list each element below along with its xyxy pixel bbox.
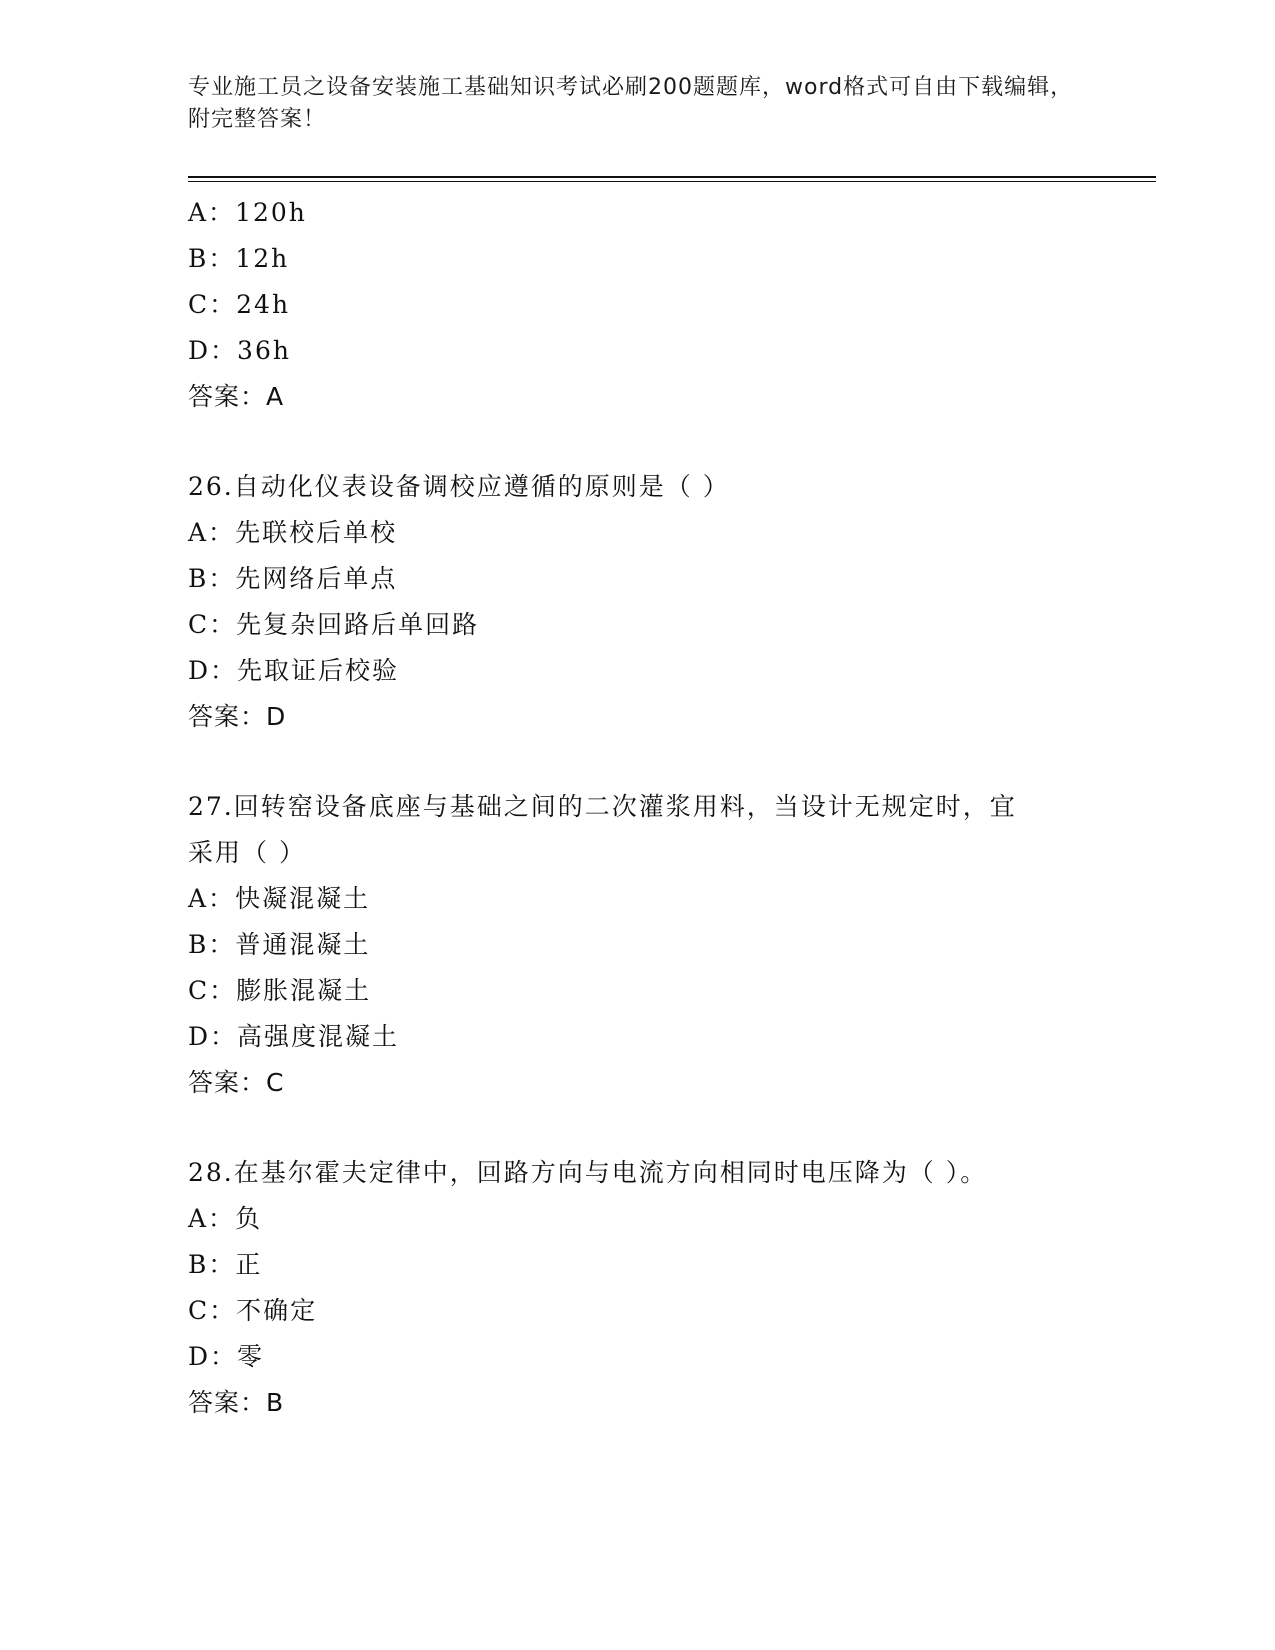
option-b: B：普通混凝土 (188, 930, 371, 959)
document-header: 专业施工员之设备安装施工基础知识考试必刷200题题库，word格式可自由下载编辑，附完整答案！ (188, 75, 1074, 132)
answer: 答案：A (188, 382, 285, 411)
option-b: B：正 (188, 1250, 263, 1279)
option-d: D：36h (188, 336, 291, 365)
option-c: C：膨胀混凝土 (188, 976, 372, 1005)
option-b: B：先网络后单点 (188, 564, 398, 593)
question-list (188, 190, 1138, 1426)
question-text: 28.在基尔霍夫定律中，回路方向与电流方向相同时电压降为（ ）。 (188, 1158, 988, 1187)
answer: 答案：C (188, 1068, 285, 1097)
answer: 答案：B (188, 1388, 285, 1417)
answer: 答案：D (188, 702, 287, 731)
option-b: B：12h (188, 244, 290, 273)
option-c: C：24h (188, 290, 291, 319)
question-text: 26.自动化仪表设备调校应遵循的原则是（ ） (188, 472, 730, 501)
header-rule-thin (188, 181, 1156, 182)
question-26 (188, 464, 1138, 740)
question-text-line-2: 采用（ ） (188, 838, 306, 867)
option-d: D：先取证后校验 (188, 656, 400, 685)
option-c: C：先复杂回路后单回路 (188, 610, 480, 639)
option-a: A：负 (188, 1204, 263, 1233)
question-25 (188, 190, 1138, 420)
question-text-line-1: 27.回转窑设备底座与基础之间的二次灌浆用料，当设计无规定时，宜 (188, 792, 1017, 821)
option-a: A：快凝混凝土 (188, 884, 371, 913)
option-a: A：先联校后单校 (188, 518, 398, 547)
option-d: D：零 (188, 1342, 265, 1371)
option-c: C：不确定 (188, 1296, 318, 1325)
option-d: D：高强度混凝土 (188, 1022, 400, 1051)
question-28 (188, 1150, 1138, 1426)
header-rule-thick (188, 176, 1156, 178)
question-27 (188, 784, 1138, 1106)
option-a: A：120h (188, 198, 307, 227)
